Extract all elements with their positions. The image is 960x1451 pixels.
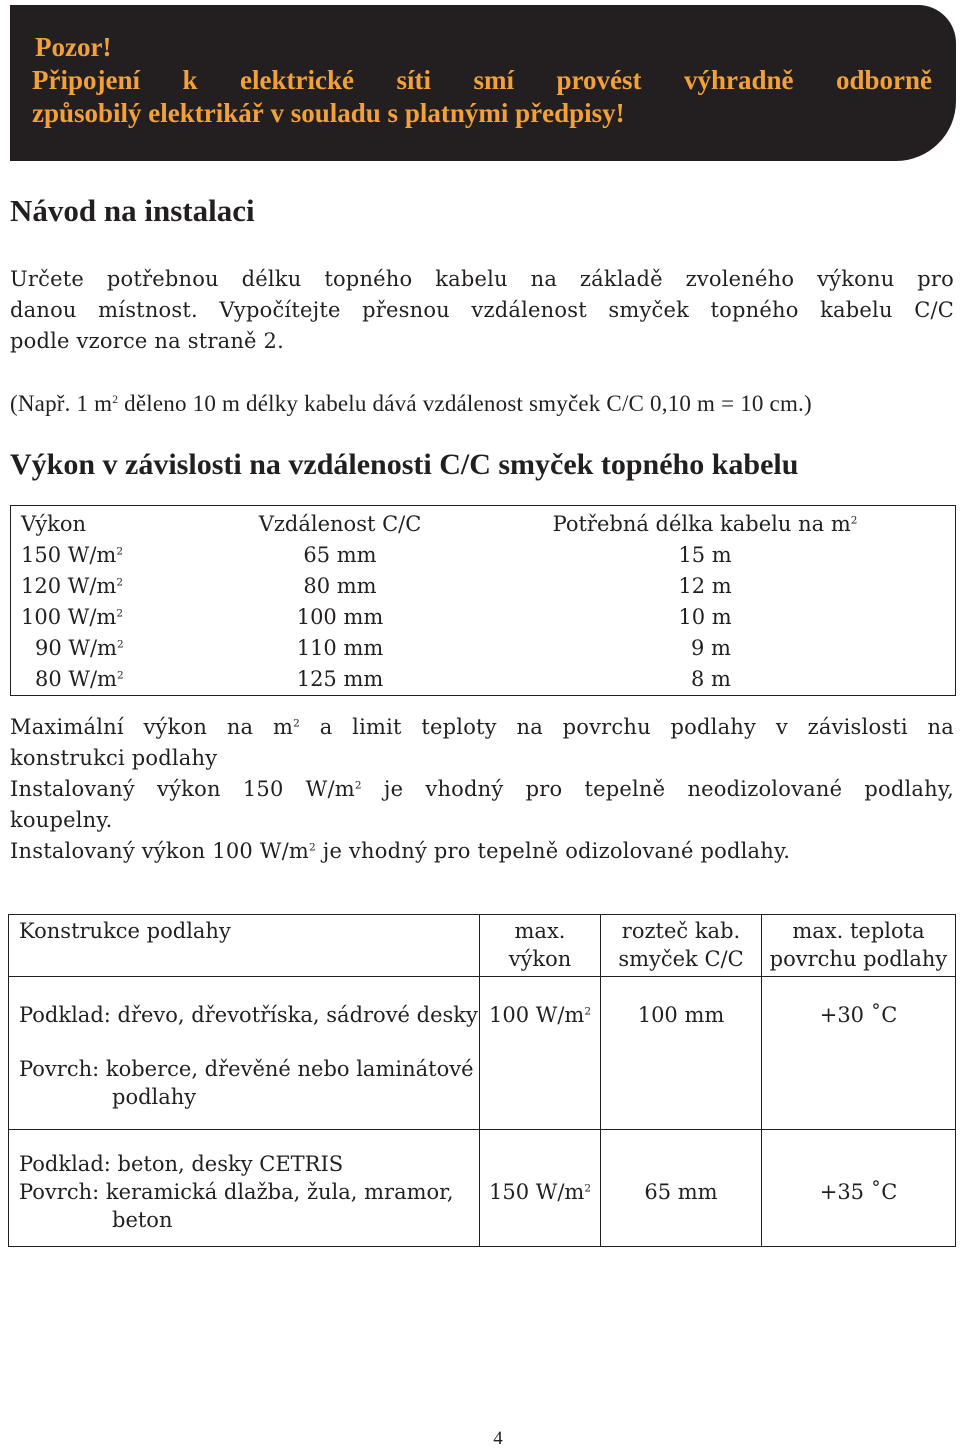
row1-power-sup: 2 xyxy=(584,1005,592,1018)
row2-construction xyxy=(9,1129,480,1246)
table-row xyxy=(9,1129,956,1246)
table-row xyxy=(11,664,956,696)
row1-power-text: 100 W/m xyxy=(488,1003,585,1027)
example-text-a: (Např. 1 m xyxy=(10,391,113,416)
power-table-heading: Výkon v závislosti na vzdálenosti C/C smyček topného kabelu xyxy=(10,448,799,481)
header-construction: Konstrukce podlahy xyxy=(9,915,480,977)
row1-surface-1: Povrch: koberce, dřevěné nebo laminátové xyxy=(19,1057,474,1081)
header-distance: Vzdálenost C/C xyxy=(258,512,422,536)
row1-spacing-empty xyxy=(601,1029,762,1129)
header-max-power-2: výkon xyxy=(508,947,572,971)
row2-surface-2: beton xyxy=(112,1207,173,1232)
intro-line-2: danou místnost. Vypočítejte přesnou vzdálenost smyček topného kabelu C/C xyxy=(10,298,954,322)
example-text-b: děleno 10 m délky kabelu dává vzdálenost smyček C/C 0,10 m = 10 cm.) xyxy=(118,391,812,416)
intro-line-3: podle vzorce na straně 2. xyxy=(10,329,284,353)
header-max-temp xyxy=(762,915,956,977)
intro-line-1: Určete potřebnou délku topného kabelu na základě zvoleného výkonu pro xyxy=(10,267,954,291)
max-line-3-sup: 2 xyxy=(354,779,362,792)
row1-temp: +30 ˚C xyxy=(762,977,956,1030)
row1-surface-2: podlahy xyxy=(112,1085,197,1109)
power-sup: 2 xyxy=(116,545,124,558)
install-intro xyxy=(10,264,954,357)
row-distance: 80 mm xyxy=(303,574,377,598)
header-max-power-1: max. xyxy=(514,919,566,943)
max-line-1b: a limit teploty na povrchu podlahy v závislosti na xyxy=(300,715,954,739)
table-header-row xyxy=(11,506,956,541)
install-heading: Návod na instalaci xyxy=(10,193,255,228)
header-spacing-1: rozteč kab. xyxy=(621,919,741,943)
row-power xyxy=(11,602,226,633)
max-line-2: konstrukci podlahy xyxy=(10,746,218,770)
power-sup: 2 xyxy=(116,638,124,651)
row-length: 15 m xyxy=(678,543,732,567)
row2-power-sup: 2 xyxy=(584,1182,592,1195)
power-value: 90 W/m xyxy=(35,636,117,660)
warning-line-1: Připojení k elektrické síti smí provést výhradně odborně xyxy=(32,65,932,95)
power-sup: 2 xyxy=(116,669,124,682)
header-spacing-2: smyček C/C xyxy=(618,947,744,971)
page-number: 4 xyxy=(493,1428,503,1449)
row2-base: Podklad: beton, desky CETRIS xyxy=(19,1151,344,1176)
power-distance-table xyxy=(10,505,956,696)
warning-title: Pozor! xyxy=(35,32,112,62)
max-line-1-sup: 2 xyxy=(293,717,300,730)
max-line-5-sup: 2 xyxy=(309,841,316,854)
max-line-3a: Instalovaný výkon 150 W/m xyxy=(10,777,355,801)
max-line-4: koupelny. xyxy=(10,808,113,832)
row-distance: 110 mm xyxy=(296,636,384,660)
header-length xyxy=(455,506,956,541)
row1-base-text: Podklad: dřevo, dřevotříska, sádrové desky xyxy=(19,1003,478,1027)
header-max-temp-2: povrchu podlahy xyxy=(769,947,948,971)
max-line-1a: Maximální výkon na m xyxy=(10,715,294,739)
header-max-temp-1: max. teplota xyxy=(792,919,925,943)
table-row xyxy=(11,571,956,602)
power-sup: 2 xyxy=(116,576,124,589)
row-length: 9 m xyxy=(691,636,731,660)
row-power xyxy=(11,540,226,571)
row1-temp-empty xyxy=(762,1029,956,1129)
row2-temp: +35 ˚C xyxy=(762,1129,956,1246)
row2-spacing: 65 mm xyxy=(601,1129,762,1246)
row-distance: 125 mm xyxy=(296,667,384,691)
install-example xyxy=(10,388,954,419)
row1-surface xyxy=(9,1029,480,1129)
table-row xyxy=(9,977,956,1030)
header-length-text: Potřebná délka kabelu na m xyxy=(552,512,851,536)
max-line-3b: je vhodný pro tepelně neodizolované podlahy, xyxy=(361,777,954,801)
power-value: 80 W/m xyxy=(35,667,117,691)
warning-line-2: způsobilý elektrikář v souladu s platnými předpisy! xyxy=(32,98,625,128)
floor-construction-table xyxy=(8,914,956,1247)
max-power-text xyxy=(10,712,954,867)
header-power: Výkon xyxy=(21,512,87,536)
row-length: 12 m xyxy=(678,574,732,598)
table-row xyxy=(11,633,956,664)
max-line-1 xyxy=(10,712,954,743)
row1-power-empty xyxy=(480,1029,601,1129)
row2-surface-1: Povrch: keramická dlažba, žula, mramor, xyxy=(19,1179,454,1204)
power-value: 100 W/m xyxy=(21,605,117,629)
row1-power xyxy=(480,977,601,1030)
row-distance: 65 mm xyxy=(303,543,377,567)
max-line-5b: je vhodný pro tepelně odizolované podlahy. xyxy=(315,839,791,863)
row-power xyxy=(11,633,226,664)
row1-spacing: 100 mm xyxy=(601,977,762,1030)
max-line-5a: Instalovaný výkon 100 W/m xyxy=(10,839,309,863)
table-row xyxy=(11,540,956,571)
row-power xyxy=(11,664,226,696)
row-length: 10 m xyxy=(678,605,732,629)
warning-box xyxy=(10,5,956,161)
power-sup: 2 xyxy=(116,607,124,620)
table-row xyxy=(9,1029,956,1129)
max-line-3 xyxy=(10,774,954,805)
power-value: 150 W/m xyxy=(21,543,117,567)
example-sup: 2 xyxy=(112,393,119,406)
row2-power xyxy=(480,1129,601,1246)
header-length-sup: 2 xyxy=(850,514,858,527)
max-line-5 xyxy=(10,836,954,867)
row-length: 8 m xyxy=(691,667,731,691)
table-row xyxy=(11,602,956,633)
floor-table-header xyxy=(9,915,956,977)
row-power xyxy=(11,571,226,602)
power-value: 120 W/m xyxy=(21,574,117,598)
row-distance: 100 mm xyxy=(296,605,384,629)
header-max-power xyxy=(480,915,601,977)
header-spacing xyxy=(601,915,762,977)
row1-base xyxy=(9,977,480,1030)
row2-power-text: 150 W/m xyxy=(488,1179,585,1204)
